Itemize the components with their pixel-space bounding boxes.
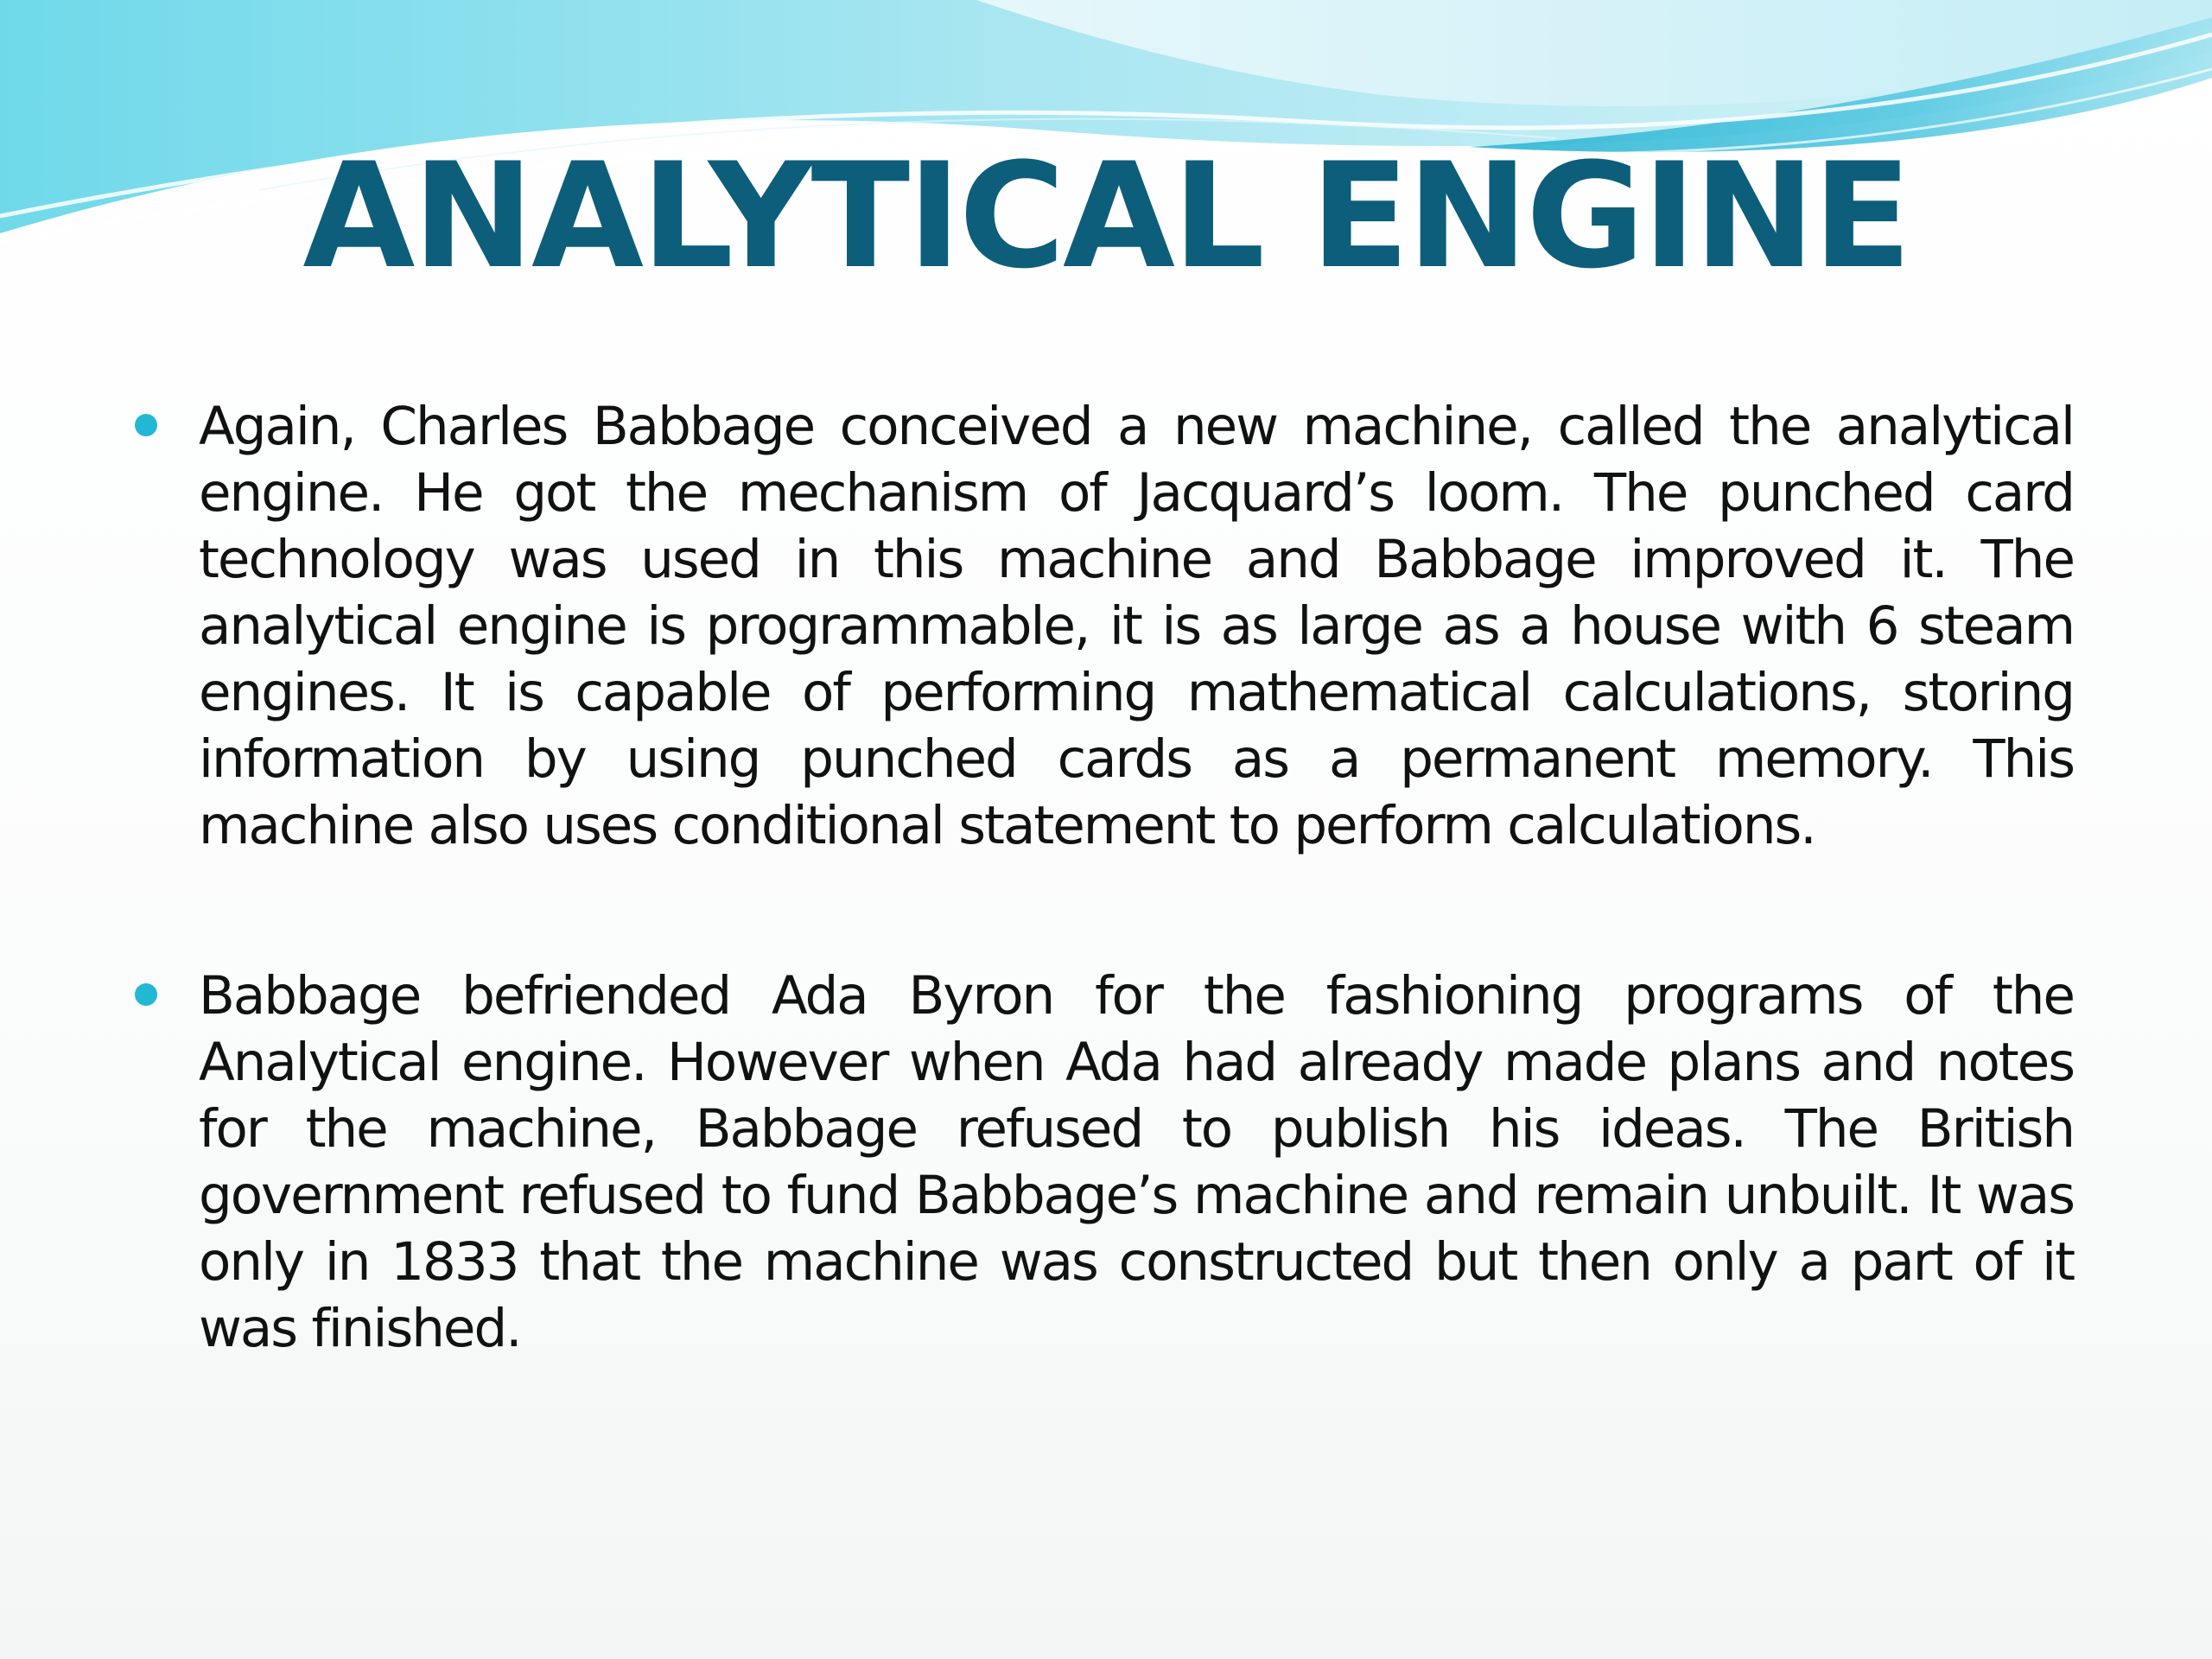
bullet-text: Again, Charles Babbage conceived a new machine, called the analytical engine. He got the mechanism of Jacquard’s loom. The punched card technology was used in this machine and Babbage improved it. The analytical engine is programmable, it is as large as a house with 6 steam engines. It is capable of performing mathematical calculations, storing information by using punched cards as a permanent memory. This machine also uses conditional statement to perform calculations.: [199, 396, 2074, 856]
bullet-dot-icon: [135, 414, 157, 436]
bullet-dot-icon: [135, 983, 157, 1006]
bullet-text: Babbage befriended Ada Byron for the fashioning programs of the Analytical engine. However when Ada had already made plans and notes for the machine, Babbage refused to publish his ideas. The British government refused to fund Babbage’s machine and remain unbuilt. It was only in 1833 that the machine was constructed but then only a part of it was finished.: [199, 965, 2074, 1359]
bullet-item: [130, 963, 2074, 1362]
slide-title: ANALYTICAL ENGINE: [302, 131, 1910, 301]
bullet-list: [130, 393, 2074, 1465]
bullet-item: [130, 393, 2074, 859]
